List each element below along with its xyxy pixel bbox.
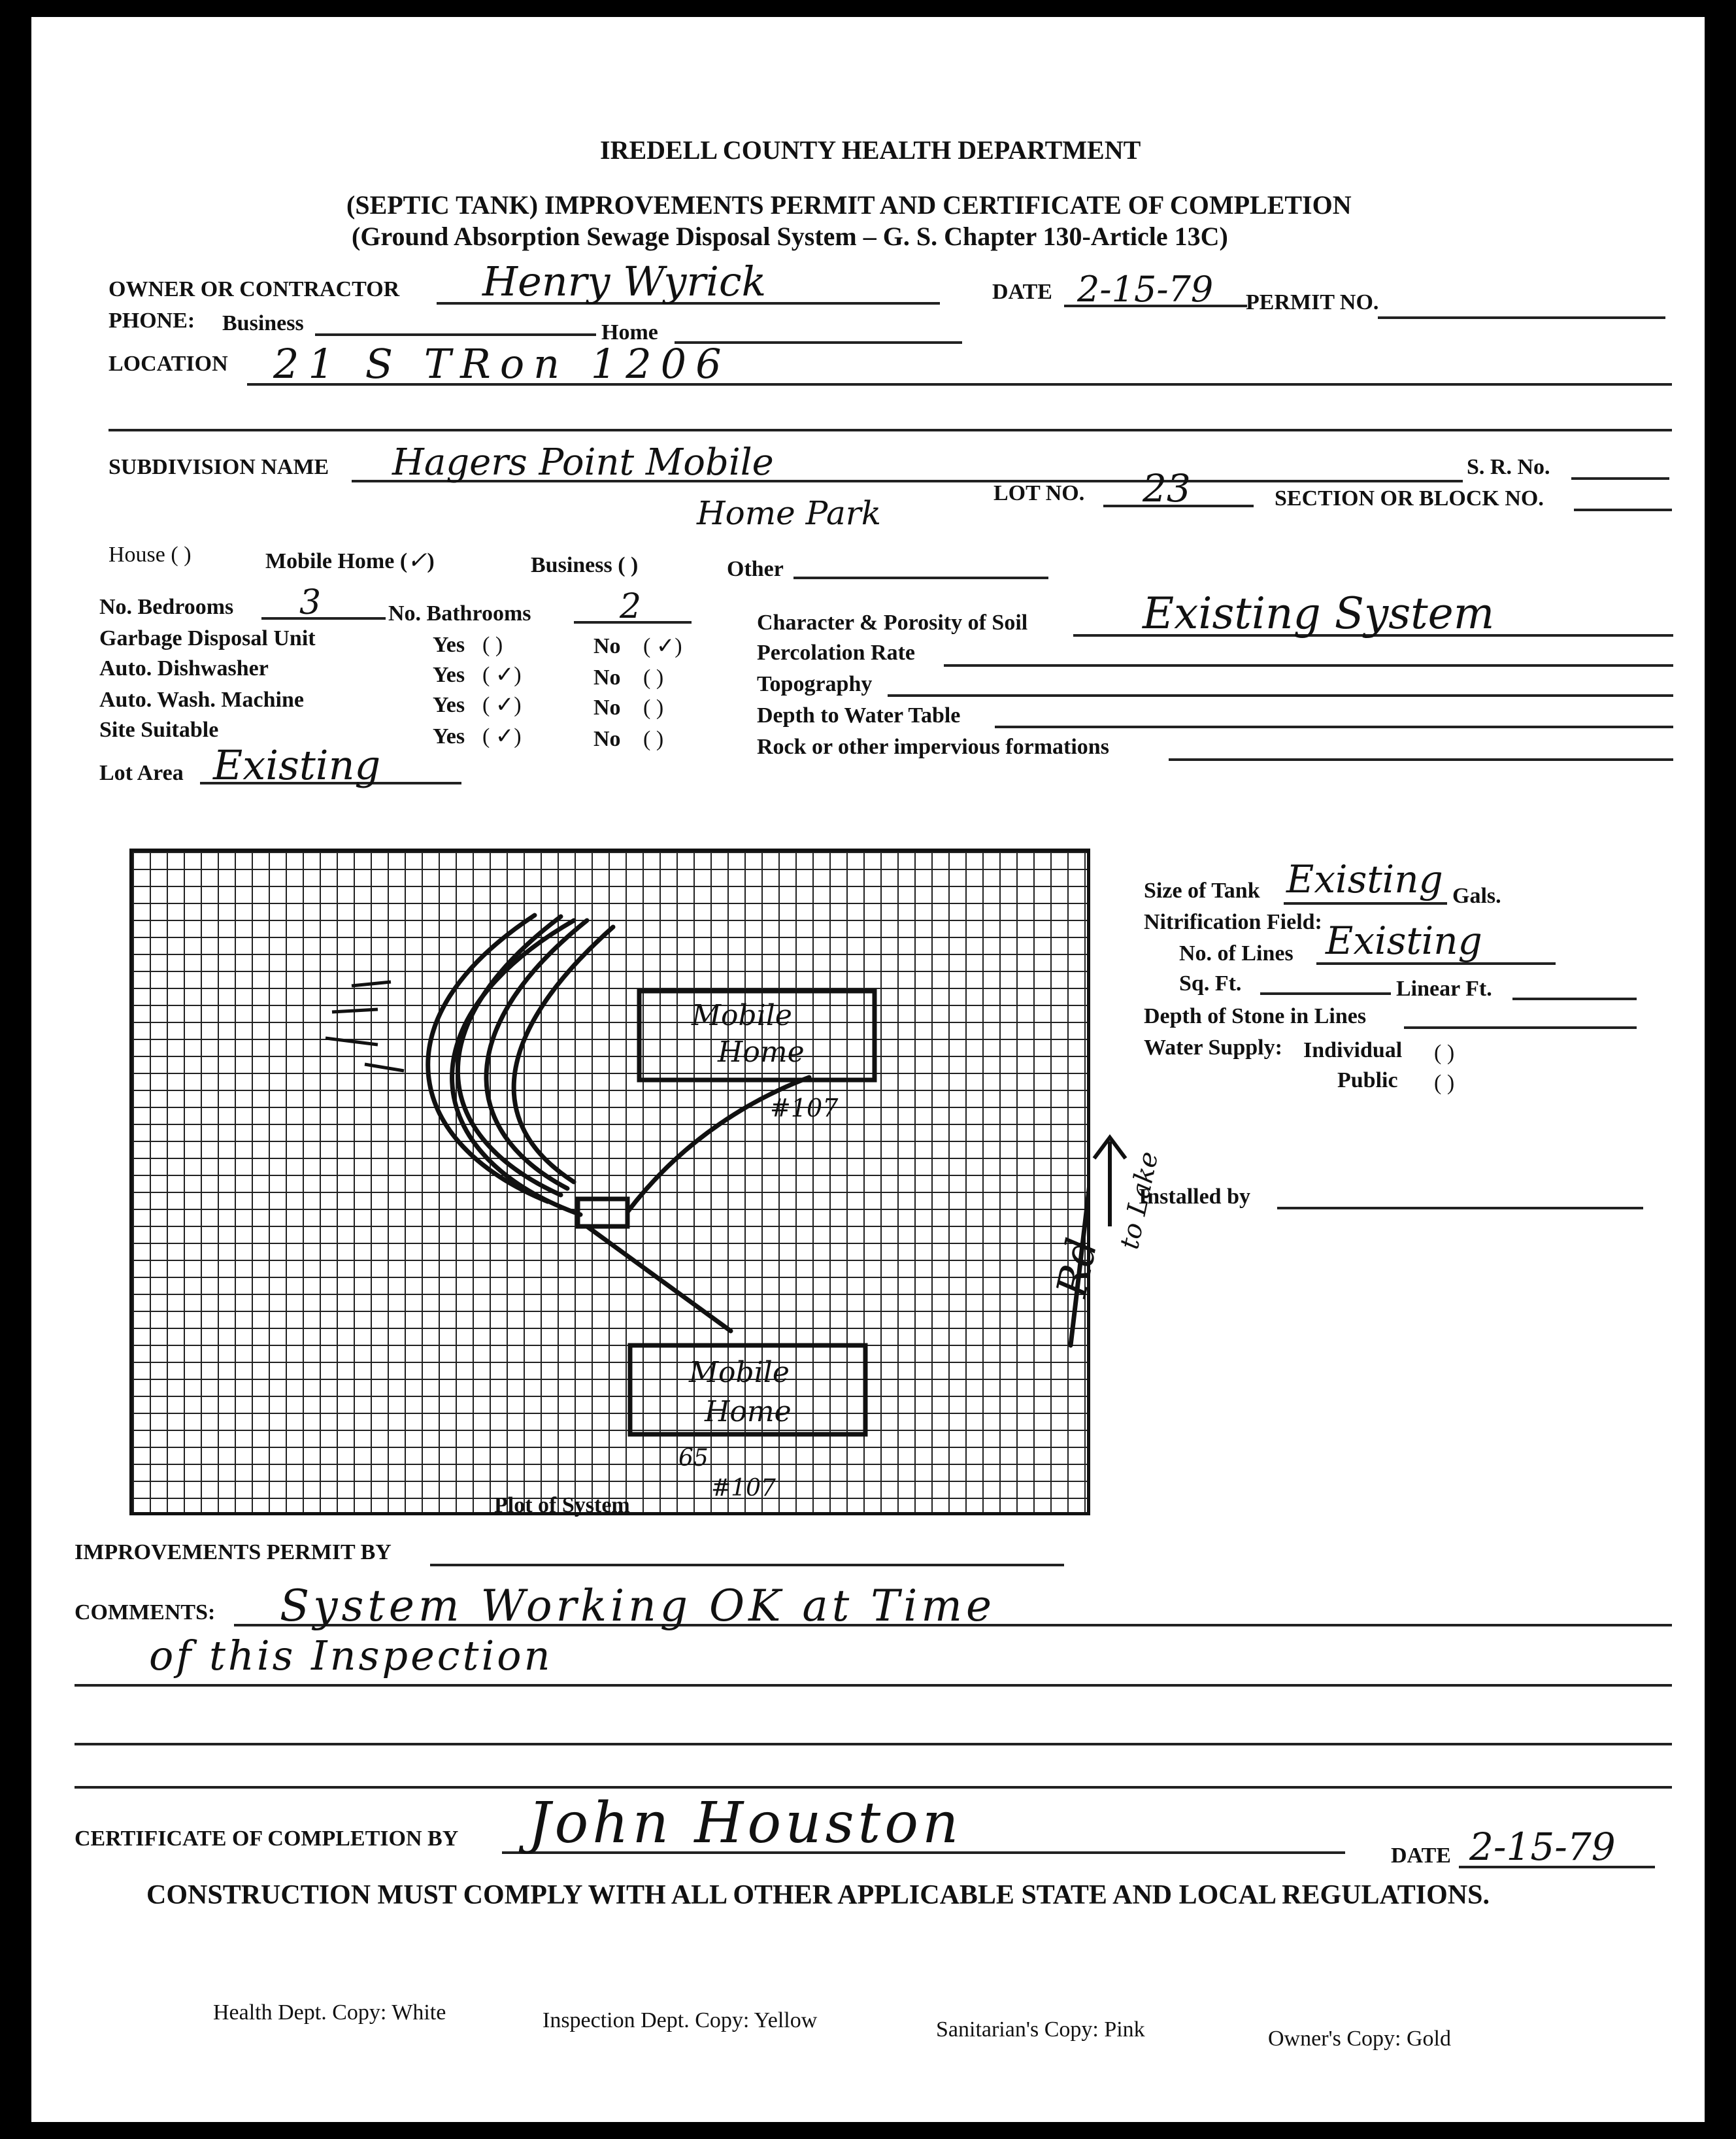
sewer-line-2	[587, 1226, 731, 1331]
certificate-date-label: DATE	[1391, 1844, 1451, 1868]
water-individual-box[interactable]: ( )	[1434, 1041, 1455, 1065]
date-label: DATE	[992, 280, 1052, 304]
soil-character-label: Character & Porosity of Soil	[757, 611, 1028, 635]
wash-machine-label: Auto. Wash. Machine	[99, 688, 304, 712]
comments-line-2	[75, 1684, 1672, 1687]
house-option[interactable]: House ( )	[108, 543, 192, 567]
sketch-hatching	[326, 982, 404, 1071]
linear-ft-line[interactable]	[1512, 998, 1637, 1000]
department-title: IREDELL COUNTY HEALTH DEPARTMENT	[600, 135, 1141, 165]
garbage-disposal-no-box[interactable]: ( ✓)	[643, 634, 682, 658]
topography-label: Topography	[757, 672, 873, 696]
lot-no-label: LOT NO.	[993, 481, 1085, 505]
linear-ft-label: Linear Ft.	[1396, 977, 1492, 1001]
lot-no-value[interactable]: 23	[1143, 466, 1191, 511]
tank-size-line	[1284, 902, 1447, 905]
certificate-signature[interactable]: John Houston	[528, 1791, 963, 1856]
site-suitable-yes-label: Yes	[433, 724, 465, 749]
mobile-home-option[interactable]: Mobile Home (✓)	[265, 547, 435, 574]
home-1-label-line1: Mobile	[692, 999, 792, 1032]
mobile-home-check: ✓	[407, 547, 427, 574]
phone-business-line[interactable]	[315, 333, 596, 336]
home-2-note-1: 65	[678, 1445, 709, 1472]
other-label: Other	[727, 557, 784, 581]
owner-value[interactable]: Henry Wyrick	[482, 258, 767, 305]
rock-formations-line[interactable]	[1169, 758, 1673, 761]
water-public-box[interactable]: ( )	[1434, 1071, 1455, 1095]
bedrooms-value[interactable]: 3	[299, 583, 322, 622]
water-supply-label: Water Supply:	[1144, 1036, 1282, 1060]
site-suitable-no-label: No	[593, 727, 621, 751]
installed-by-line[interactable]	[1277, 1207, 1643, 1209]
bathrooms-value[interactable]: 2	[620, 587, 642, 626]
plot-sketch	[129, 849, 1090, 1515]
home-2-label-line2: Home	[705, 1395, 792, 1428]
wash-machine-yes-box[interactable]: ( ✓)	[482, 693, 522, 717]
date-value[interactable]: 2-15-79	[1077, 269, 1214, 310]
tank-gals-label: Gals.	[1452, 884, 1501, 908]
road-note: Rd	[1048, 1234, 1108, 1302]
garbage-disposal-yes-label: Yes	[433, 633, 465, 657]
permit-no-line[interactable]	[1378, 316, 1665, 319]
sr-no-line[interactable]	[1571, 477, 1669, 480]
sq-ft-label: Sq. Ft.	[1179, 971, 1242, 996]
sr-no-label: S. R. No.	[1467, 455, 1550, 479]
topography-line[interactable]	[888, 694, 1673, 697]
sq-ft-line[interactable]	[1260, 992, 1391, 995]
subdivision-label: SUBDIVISION NAME	[108, 455, 329, 479]
rock-formations-label: Rock or other impervious formations	[757, 735, 1109, 759]
copy-sanitarian: Sanitarian's Copy: Pink	[936, 2017, 1145, 2042]
section-block-label: SECTION OR BLOCK NO.	[1275, 486, 1544, 511]
stone-depth-label: Depth of Stone in Lines	[1144, 1004, 1367, 1028]
copy-owner: Owner's Copy: Gold	[1268, 2027, 1452, 2051]
bathrooms-label: No. Bathrooms	[388, 601, 531, 626]
no-of-lines-value[interactable]: Existing	[1326, 918, 1482, 963]
form-title: (SEPTIC TANK) IMPROVEMENTS PERMIT AND CERTIFICATE OF COMPLETION	[346, 190, 1352, 220]
comments-label: COMMENTS:	[75, 1600, 216, 1625]
home-2-note-2: #107	[711, 1475, 776, 1502]
percolation-line[interactable]	[944, 664, 1673, 667]
location-value[interactable]: 21 S TRon 1206	[273, 340, 731, 388]
percolation-label: Percolation Rate	[757, 641, 916, 665]
dishwasher-label: Auto. Dishwasher	[99, 656, 269, 681]
water-table-label: Depth to Water Table	[757, 703, 961, 728]
arrow-up-icon	[1071, 1128, 1149, 1233]
plot-caption: Plot of System	[494, 1493, 630, 1517]
comments-text-2[interactable]: of this Inspection	[149, 1632, 553, 1679]
soil-character-value[interactable]: Existing System	[1143, 588, 1495, 639]
home-2-label-line1: Mobile	[689, 1356, 790, 1389]
phone-home-label: Home	[601, 320, 658, 345]
bedrooms-line	[261, 617, 386, 620]
owner-label: OWNER OR CONTRACTOR	[108, 277, 400, 301]
site-suitable-label: Site Suitable	[99, 718, 219, 742]
site-suitable-yes-box[interactable]: ( ✓)	[482, 724, 522, 749]
comments-line-3[interactable]	[75, 1743, 1672, 1745]
dishwasher-no-label: No	[593, 665, 621, 690]
form-page	[31, 17, 1705, 2122]
water-individual-label: Individual	[1303, 1038, 1403, 1062]
water-table-line[interactable]	[995, 726, 1673, 728]
dishwasher-no-box[interactable]: ( )	[643, 665, 664, 690]
lot-area-value[interactable]: Existing	[213, 741, 381, 789]
garbage-disposal-label: Garbage Disposal Unit	[99, 626, 316, 650]
garbage-disposal-yes-box[interactable]: ( )	[482, 633, 503, 657]
nitrification-field-label: Nitrification Field:	[1144, 910, 1322, 934]
site-suitable-no-box[interactable]: ( )	[643, 727, 664, 751]
certificate-label: CERTIFICATE OF COMPLETION BY	[75, 1827, 459, 1851]
garbage-disposal-no-label: No	[593, 634, 621, 658]
bedrooms-label: No. Bedrooms	[99, 595, 234, 619]
home-1-note: #107	[770, 1094, 839, 1122]
installed-by-label: Installed by	[1139, 1185, 1250, 1209]
subdivision-value-1[interactable]: Hagers Point Mobile	[392, 441, 774, 484]
comments-line-4[interactable]	[75, 1786, 1672, 1789]
tank-size-value[interactable]: Existing	[1286, 857, 1443, 901]
home-1-label-line2: Home	[718, 1036, 805, 1069]
septic-tank-box	[578, 1199, 627, 1226]
location-label: LOCATION	[108, 352, 228, 376]
permit-no-label: PERMIT NO.	[1246, 290, 1379, 314]
water-public-label: Public	[1337, 1068, 1398, 1092]
improvements-line[interactable]	[430, 1564, 1064, 1566]
wash-machine-no-box[interactable]: ( )	[643, 696, 664, 720]
regulations-notice: CONSTRUCTION MUST COMPLY WITH ALL OTHER APPLICABLE STATE AND LOCAL REGULATIONS.	[146, 1880, 1490, 1910]
other-line[interactable]	[793, 577, 1048, 579]
phone-business-label: Business	[222, 311, 304, 335]
wash-machine-no-label: No	[593, 696, 621, 720]
dishwasher-yes-label: Yes	[433, 663, 465, 687]
certificate-date-value[interactable]: 2-15-79	[1469, 1825, 1616, 1869]
copy-health-dept: Health Dept. Copy: White	[213, 2000, 446, 2025]
copy-inspection-dept: Inspection Dept. Copy: Yellow	[542, 2008, 818, 2032]
wash-machine-yes-label: Yes	[433, 693, 465, 717]
business-option[interactable]: Business ( )	[531, 553, 639, 577]
comments-text-1[interactable]: System Working OK at Time	[280, 1581, 996, 1631]
dishwasher-yes-box[interactable]: ( ✓)	[482, 663, 522, 687]
improvements-label: IMPROVEMENTS PERMIT BY	[75, 1540, 392, 1564]
form-subtitle: (Ground Absorption Sewage Disposal System – G. S. Chapter 130-Article 13C)	[352, 222, 1228, 251]
subdivision-value-2[interactable]: Home Park	[697, 494, 882, 532]
location-second-line	[108, 429, 1672, 431]
section-block-line[interactable]	[1574, 509, 1672, 511]
stone-depth-line[interactable]	[1404, 1026, 1637, 1029]
nitrification-line-4	[514, 927, 613, 1182]
tank-size-label: Size of Tank	[1144, 879, 1260, 903]
lake-note: to Lake	[1114, 1149, 1165, 1252]
lot-area-label: Lot Area	[99, 761, 184, 785]
phone-label: PHONE:	[108, 309, 195, 333]
no-of-lines-label: No. of Lines	[1179, 941, 1294, 966]
